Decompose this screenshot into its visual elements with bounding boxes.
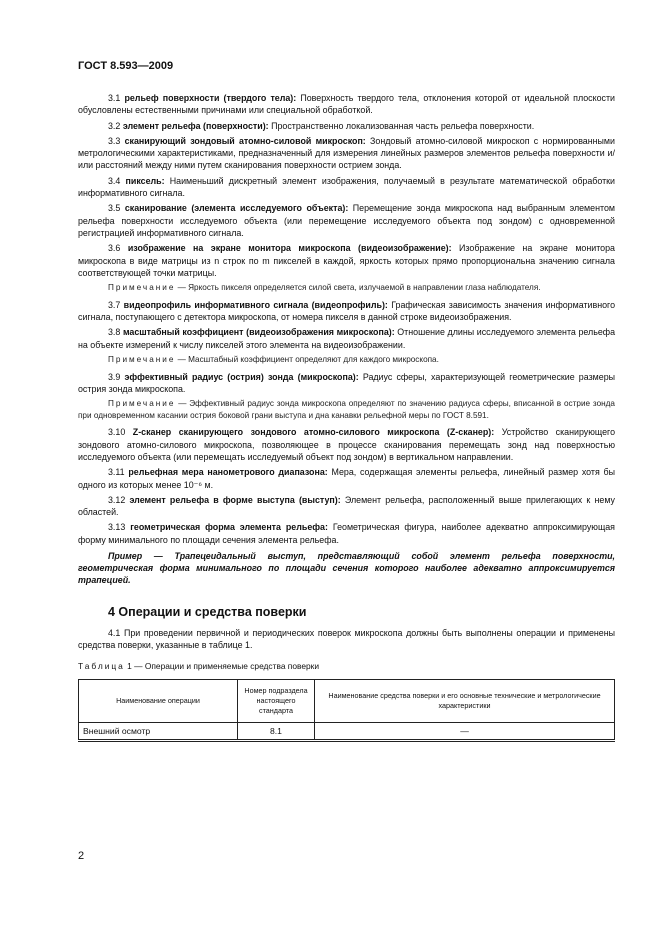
- page-body: [78, 92, 615, 742]
- section-heading: 4 Операции и средства поверки: [108, 604, 307, 619]
- definition-paragraph: 3.7 видеопрофиль информативного сигнала (видеопрофиль): Графическая зависимость значения информативного сигнала, поступающего с детектора микроскопа, от номера пикселя в данной строке видеоизображения.: [78, 299, 616, 323]
- table-header-cell: Наименование операции: [79, 680, 238, 723]
- definition-paragraph: 3.6 изображение на экране монитора микроскопа (видеоизображение): Изображение на экране монитора микроскопа в виде матрицы из n строк по m пикселей в каждой, яркость которых прямо пропорциональна значению сигнала соответствующей точки матрицы.: [78, 243, 615, 278]
- definition-paragraph: 3.8 масштабный коэффициент (видеоизображения микроскопа): Отношение длины исследуемого элемента рельефа на объекте измерений к числу пикселей этого элемента на видеоизображении.: [78, 327, 616, 350]
- document-header: ГОСТ 8.593—2009: [78, 60, 174, 72]
- definition-paragraph: 3.4 пиксель: Наименьший дискретный элемент изображения, получаемый в результате математической обработки информативного сигнала.: [78, 175, 616, 199]
- table-header-cell: Номер подраздела настоящего стандарта: [238, 680, 315, 723]
- note: Примечание — Яркость пикселя определяется силой света, излучаемой в направлении глаза наблюдателя.: [108, 283, 541, 293]
- definition-paragraph: 3.10 Z-сканер сканирующего зондового атомно-силового микроскопа (Z-сканер): Устройство сканирующего зондового атомно-силового микроскопа, позволяющее в процессе сканирования перемещать зонд над поверхностью исследуемого объекта (или перемещать исследуемый объект под зондом) в вертикальном направлении.: [78, 427, 616, 462]
- table-cell: 8.1: [238, 723, 315, 741]
- example-paragraph: Пример — Трапецеидальный выступ, представляющий собой элемент рельефа поверхности, геометрическая форма минимального по площади сечения которого наиболее адекватно аппроксимируется трапецией.: [78, 550, 615, 586]
- operations-table: [78, 679, 615, 742]
- note: Примечание — Масштабный коэффициент определяют для каждого микроскопа.: [108, 354, 439, 364]
- definition-paragraph: 3.12 элемент рельефа в форме выступа (выступ): Элемент рельефа, расположенный выше прилегающих к нему областей.: [78, 494, 615, 518]
- table-cell: —: [315, 723, 615, 741]
- table-cell: Внешний осмотр: [79, 723, 238, 741]
- definition-paragraph: 3.2 элемент рельефа (поверхности): Пространственно локализованная часть рельефа поверхности.: [108, 120, 535, 131]
- table-row: [79, 723, 615, 741]
- definition-paragraph: 3.11 рельефная мера нанометрового диапазона: Мера, содержащая элементы рельефа, линейный размер хотя бы одного из которых менее 10⁻⁶ м.: [78, 467, 616, 490]
- table-header-cell: Наименование средства поверки и его основные технические и метрологические характеристики: [315, 680, 615, 723]
- definition-paragraph: 3.9 эффективный радиус (острия) зонда (микроскопа): Радиус сферы, характеризующей геометрические размеры острия зонда микроскопа.: [78, 371, 616, 394]
- note: Примечание — Эффективный радиус зонда микроскопа определяют по значению радиуса сферы, вписанной в острие зонда при одновременном касании острия боковой грани выступа и дна канавки рельефной меры по ГОСТ 8.591.: [78, 399, 615, 420]
- page-number: 2: [78, 850, 85, 862]
- definition-paragraph: 3.5 сканирование (элемента исследуемого объекта): Перемещение зонда микроскопа над выбранным элементом рельефа поверхности исследуемого объекта (или перемещение исследуемого объекта под зондом) с одновременной регистрацией информативного сигнала.: [78, 203, 615, 238]
- table-caption: Таблица 1 — Операции и применяемые средства поверки: [78, 661, 320, 672]
- definition-paragraph: 3.1 рельеф поверхности (твердого тела): Поверхность твердого тела, отклонения которой от идеальной плоскости обусловлены естественными причинами или специальной обработкой.: [78, 93, 615, 116]
- definition-paragraph: 3.13 геометрическая форма элемента рельефа: Геометрическая фигура, наиболее адекватно аппроксимирующая форму минимального по площади сечения элемента рельефа.: [78, 522, 615, 545]
- paragraph: 4.1 При проведении первичной и периодических поверок микроскопа должны быть выполнены операции и применены средства поверки, указанные в таблице 1.: [78, 627, 615, 650]
- definition-paragraph: 3.3 сканирующий зондовый атомно-силовой микроскоп: Зондовый атомно-силовой микроскоп с нормированными метрологическими характеристиками, предназначенный для измерения линейных размеров элементов рельефа поверхности и/или расстояний между ними путем сканирования поверхности острием зонда.: [78, 135, 615, 171]
